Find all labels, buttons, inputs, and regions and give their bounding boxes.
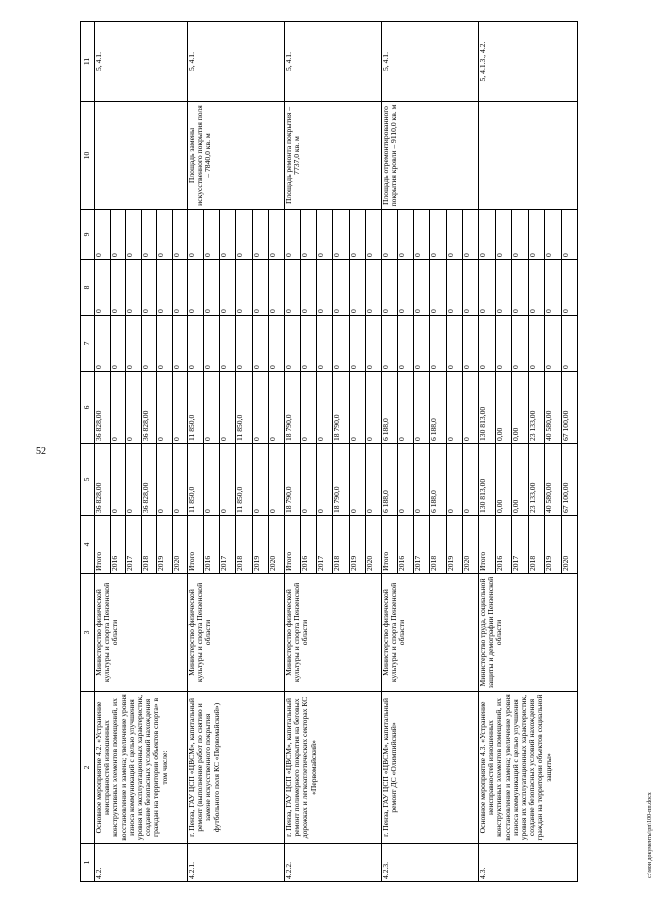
value-cell: 0 bbox=[301, 316, 317, 372]
table-row bbox=[285, 22, 301, 882]
indicator-cell: Площадь замены искусственного покрытия поля – 7840,0 кв. м bbox=[188, 102, 285, 210]
value-cell: 0 bbox=[236, 260, 252, 316]
value-cell: 0 bbox=[512, 260, 529, 316]
value-cell: 0 bbox=[285, 260, 301, 316]
value-cell: 0 bbox=[398, 316, 414, 372]
value-cell: 0 bbox=[268, 260, 284, 316]
value-cell: 0 bbox=[188, 316, 204, 372]
value-cell: 0 bbox=[157, 444, 173, 516]
year-cell: 2016 bbox=[110, 516, 126, 574]
value-cell: 0 bbox=[414, 444, 430, 516]
value-cell: 0 bbox=[545, 260, 562, 316]
value-cell: 0 bbox=[172, 372, 188, 444]
value-cell: 0 bbox=[462, 372, 478, 444]
value-cell: 0 bbox=[220, 316, 236, 372]
value-cell: 23 133,00 bbox=[528, 444, 545, 516]
value-cell: 0 bbox=[446, 260, 462, 316]
value-cell: 0 bbox=[528, 210, 545, 260]
value-cell: 0 bbox=[430, 316, 446, 372]
year-cell: 2016 bbox=[398, 516, 414, 574]
value-cell: 0 bbox=[398, 444, 414, 516]
value-cell: 0 bbox=[126, 260, 142, 316]
value-cell: 67 100,00 bbox=[561, 372, 578, 444]
value-cell: 0 bbox=[414, 372, 430, 444]
value-cell: 0 bbox=[365, 444, 381, 516]
executor-cell: Министерство физической культуры и спорта Пензенской области bbox=[285, 574, 382, 692]
year-cell: 2020 bbox=[268, 516, 284, 574]
value-cell: 0 bbox=[141, 210, 157, 260]
program-table bbox=[80, 21, 578, 882]
value-cell: 0 bbox=[110, 210, 126, 260]
value-cell: 0 bbox=[317, 260, 333, 316]
file-path-footer: c:\мои документы\рп\100-пп.docx bbox=[647, 792, 653, 878]
value-cell: 0 bbox=[126, 444, 142, 516]
value-cell: 0 bbox=[365, 260, 381, 316]
value-cell: 0 bbox=[236, 210, 252, 260]
value-cell: 0 bbox=[220, 210, 236, 260]
value-cell: 0,00 bbox=[495, 372, 512, 444]
value-cell: 0 bbox=[398, 260, 414, 316]
value-cell: 0 bbox=[252, 260, 268, 316]
table-row bbox=[95, 22, 111, 882]
reference-cell: 5, 4.1. bbox=[285, 22, 382, 102]
indicator-cell: Площадь ремонта покрытия – 7737,0 кв. м bbox=[285, 102, 382, 210]
value-cell: 67 100,00 bbox=[561, 444, 578, 516]
value-cell: 6 188,0 bbox=[430, 372, 446, 444]
value-cell: 0 bbox=[236, 316, 252, 372]
value-cell: 0 bbox=[252, 444, 268, 516]
value-cell: 0 bbox=[301, 260, 317, 316]
value-cell: 0 bbox=[301, 372, 317, 444]
value-cell: 0,00 bbox=[512, 372, 529, 444]
value-cell: 0 bbox=[95, 260, 111, 316]
year-cell: 2020 bbox=[365, 516, 381, 574]
value-cell: 6 188,0 bbox=[382, 444, 398, 516]
measure-name-cell: г. Пенза, ГАУ ЦСП «ЦВСМ», капитальный ремонт полимерного покрытия на беговых дорожках и легкоатлетических секторах КС «Первомайский» bbox=[285, 692, 382, 844]
measure-name-cell: Основное мероприятие 4.3. «Устранение неисправностей изношенных конструктивных элементов помещений, их восстановление и замена; увеличение уровня износа коммуникаций с целью улучшения уровня их эксплуатационных характеристик, создание безопасных условий нахождения граждан на территории объектов социальной защиты» bbox=[479, 692, 578, 844]
year-cell: 2017 bbox=[317, 516, 333, 574]
year-cell: 2019 bbox=[545, 516, 562, 574]
value-cell: 0 bbox=[268, 316, 284, 372]
value-cell: 0 bbox=[110, 444, 126, 516]
year-cell: Итого bbox=[95, 516, 111, 574]
value-cell: 0 bbox=[495, 316, 512, 372]
value-cell: 0 bbox=[382, 260, 398, 316]
header-cell: 7 bbox=[81, 316, 95, 372]
value-cell: 6 188,0 bbox=[430, 444, 446, 516]
table-row bbox=[188, 22, 204, 882]
indicator-cell: Площадь отремонтированного покрытия кровли – 9110,0 кв. м bbox=[382, 102, 479, 210]
year-cell: Итого bbox=[285, 516, 301, 574]
value-cell: 0 bbox=[430, 260, 446, 316]
value-cell: 11 850,0 bbox=[236, 372, 252, 444]
year-cell: 2017 bbox=[126, 516, 142, 574]
value-cell: 0 bbox=[479, 260, 496, 316]
value-cell: 0 bbox=[268, 210, 284, 260]
value-cell: 0 bbox=[561, 260, 578, 316]
value-cell: 0 bbox=[110, 372, 126, 444]
year-cell: 2020 bbox=[462, 516, 478, 574]
value-cell: 18 790,0 bbox=[285, 444, 301, 516]
value-cell: 0 bbox=[414, 260, 430, 316]
value-cell: 0 bbox=[512, 316, 529, 372]
value-cell: 0 bbox=[252, 316, 268, 372]
value-cell: 0 bbox=[462, 316, 478, 372]
value-cell: 36 828,00 bbox=[141, 372, 157, 444]
value-cell: 0 bbox=[268, 444, 284, 516]
year-cell: Итого bbox=[188, 516, 204, 574]
year-cell: 2020 bbox=[561, 516, 578, 574]
value-cell: 0 bbox=[285, 210, 301, 260]
value-cell: 0 bbox=[333, 260, 349, 316]
reference-cell: 5, 4.1. bbox=[188, 22, 285, 102]
executor-cell: Министерство физической культуры и спорта Пензенской области bbox=[188, 574, 285, 692]
year-cell: 2019 bbox=[252, 516, 268, 574]
value-cell: 0 bbox=[220, 444, 236, 516]
value-cell: 18 790,0 bbox=[285, 372, 301, 444]
value-cell: 0 bbox=[349, 260, 365, 316]
value-cell: 0 bbox=[126, 210, 142, 260]
year-cell: 2020 bbox=[172, 516, 188, 574]
value-cell: 0 bbox=[141, 316, 157, 372]
value-cell: 0 bbox=[495, 260, 512, 316]
value-cell: 0 bbox=[301, 444, 317, 516]
value-cell: 0 bbox=[349, 372, 365, 444]
value-cell: 0 bbox=[285, 316, 301, 372]
value-cell: 0 bbox=[220, 372, 236, 444]
executor-cell: Министерство физической культуры и спорта Пензенской области bbox=[95, 574, 188, 692]
measure-name-cell: г. Пенза, ГАУ ЦСП «ЦВСМ», капитальный ремонт ДС «Олимпийский» bbox=[382, 692, 479, 844]
header-cell: 6 bbox=[81, 372, 95, 444]
year-cell: 2018 bbox=[430, 516, 446, 574]
year-cell: 2018 bbox=[528, 516, 545, 574]
value-cell: 0 bbox=[446, 372, 462, 444]
value-cell: 0 bbox=[268, 372, 284, 444]
value-cell: 0 bbox=[545, 210, 562, 260]
value-cell: 6 188,0 bbox=[382, 372, 398, 444]
value-cell: 0 bbox=[365, 316, 381, 372]
value-cell: 0 bbox=[528, 260, 545, 316]
value-cell: 0 bbox=[446, 210, 462, 260]
value-cell: 0 bbox=[528, 316, 545, 372]
value-cell: 0 bbox=[398, 210, 414, 260]
value-cell: 0 bbox=[479, 316, 496, 372]
value-cell: 0 bbox=[414, 316, 430, 372]
year-cell: 2017 bbox=[220, 516, 236, 574]
value-cell: 40 580,00 bbox=[545, 372, 562, 444]
value-cell: 11 850,0 bbox=[188, 372, 204, 444]
value-cell: 0 bbox=[382, 210, 398, 260]
value-cell: 0 bbox=[110, 316, 126, 372]
value-cell: 0 bbox=[317, 444, 333, 516]
year-cell: 2017 bbox=[512, 516, 529, 574]
value-cell: 0 bbox=[172, 316, 188, 372]
year-cell: 2017 bbox=[414, 516, 430, 574]
value-cell: 0 bbox=[317, 316, 333, 372]
value-cell: 0 bbox=[512, 210, 529, 260]
value-cell: 36 828,00 bbox=[141, 444, 157, 516]
indicator-cell bbox=[479, 102, 578, 210]
value-cell: 0 bbox=[333, 210, 349, 260]
value-cell: 0 bbox=[317, 372, 333, 444]
value-cell: 0 bbox=[561, 210, 578, 260]
value-cell: 18 790,0 bbox=[333, 444, 349, 516]
value-cell: 0 bbox=[462, 444, 478, 516]
value-cell: 18 790,0 bbox=[333, 372, 349, 444]
value-cell: 36 828,00 bbox=[95, 372, 111, 444]
value-cell: 0 bbox=[188, 210, 204, 260]
value-cell: 130 813,00 bbox=[479, 444, 496, 516]
year-cell: 2019 bbox=[157, 516, 173, 574]
header-cell: 1 bbox=[81, 844, 95, 882]
header-row bbox=[81, 22, 95, 882]
table-row bbox=[382, 22, 398, 882]
row-number-cell: 4.2.2. bbox=[285, 844, 382, 882]
table-body bbox=[95, 22, 578, 882]
value-cell: 0 bbox=[365, 210, 381, 260]
value-cell: 0 bbox=[172, 260, 188, 316]
value-cell: 0 bbox=[333, 316, 349, 372]
value-cell: 40 580,00 bbox=[545, 444, 562, 516]
value-cell: 0 bbox=[349, 210, 365, 260]
year-cell: Итого bbox=[479, 516, 496, 574]
header-cell: 8 bbox=[81, 260, 95, 316]
value-cell: 0 bbox=[317, 210, 333, 260]
value-cell: 0 bbox=[157, 260, 173, 316]
value-cell: 0 bbox=[349, 444, 365, 516]
value-cell: 0 bbox=[462, 210, 478, 260]
indicator-cell bbox=[95, 102, 188, 210]
value-cell: 0 bbox=[462, 260, 478, 316]
year-cell: Итого bbox=[382, 516, 398, 574]
value-cell: 0 bbox=[172, 444, 188, 516]
row-number-cell: 4.2.1. bbox=[188, 844, 285, 882]
header-cell: 10 bbox=[81, 102, 95, 210]
value-cell: 0 bbox=[95, 210, 111, 260]
header-cell: 9 bbox=[81, 210, 95, 260]
header-cell: 2 bbox=[81, 692, 95, 844]
value-cell: 0 bbox=[204, 210, 220, 260]
value-cell: 0 bbox=[220, 260, 236, 316]
reference-cell: 5, 4.1.3., 4.2. bbox=[479, 22, 578, 102]
value-cell: 0 bbox=[349, 316, 365, 372]
executor-cell: Министерство труда, социальной защиты и демографии Пензенской области bbox=[479, 574, 578, 692]
year-cell: 2016 bbox=[495, 516, 512, 574]
value-cell: 0 bbox=[365, 372, 381, 444]
value-cell: 0,00 bbox=[495, 444, 512, 516]
value-cell: 130 813,00 bbox=[479, 372, 496, 444]
value-cell: 0 bbox=[495, 210, 512, 260]
year-cell: 2016 bbox=[301, 516, 317, 574]
row-number-cell: 4.2.3. bbox=[382, 844, 479, 882]
value-cell: 0 bbox=[157, 372, 173, 444]
value-cell: 23 133,00 bbox=[528, 372, 545, 444]
value-cell: 0 bbox=[446, 316, 462, 372]
value-cell: 0 bbox=[126, 316, 142, 372]
value-cell: 0 bbox=[382, 316, 398, 372]
value-cell: 0 bbox=[204, 444, 220, 516]
value-cell: 0 bbox=[252, 372, 268, 444]
header-cell: 3 bbox=[81, 574, 95, 692]
row-number-cell: 4.2. bbox=[95, 844, 188, 882]
year-cell: 2018 bbox=[236, 516, 252, 574]
measure-name-cell: Основное мероприятие 4.2. «Устранение неисправностей изношенных конструктивных элементов помещений, их восстановление и замена; увеличение уровня износа коммуникаций с целью улучшения уровня их эксплуатационных характеристик, создание безопасных условий нахождения граждан на территории объектов спорта» в том числе: bbox=[95, 692, 188, 844]
value-cell: 11 850,0 bbox=[236, 444, 252, 516]
year-cell: 2018 bbox=[141, 516, 157, 574]
value-cell: 0 bbox=[414, 210, 430, 260]
table-row bbox=[479, 22, 496, 882]
value-cell: 0 bbox=[157, 316, 173, 372]
value-cell: 0 bbox=[430, 210, 446, 260]
value-cell: 36 828,00 bbox=[95, 444, 111, 516]
reference-cell: 5, 4.1. bbox=[95, 22, 188, 102]
value-cell: 0 bbox=[204, 316, 220, 372]
year-cell: 2019 bbox=[446, 516, 462, 574]
row-number-cell: 4.3. bbox=[479, 844, 578, 882]
value-cell: 0 bbox=[110, 260, 126, 316]
value-cell: 0 bbox=[157, 210, 173, 260]
year-cell: 2019 bbox=[349, 516, 365, 574]
value-cell: 0 bbox=[95, 316, 111, 372]
value-cell: 0 bbox=[446, 444, 462, 516]
value-cell: 0 bbox=[126, 372, 142, 444]
rotated-page bbox=[80, 22, 653, 882]
reference-cell: 5, 4.1. bbox=[382, 22, 479, 102]
page-number: 52 bbox=[36, 446, 46, 457]
executor-cell: Министерство физической культуры и спорта Пензенской области bbox=[382, 574, 479, 692]
year-cell: 2016 bbox=[204, 516, 220, 574]
value-cell: 0 bbox=[204, 260, 220, 316]
value-cell: 11 850,0 bbox=[188, 444, 204, 516]
value-cell: 0 bbox=[204, 372, 220, 444]
value-cell: 0 bbox=[172, 210, 188, 260]
year-cell: 2018 bbox=[333, 516, 349, 574]
measure-name-cell: г. Пенза, ГАУ ЦСП «ЦВСМ», капитальный ремонт (выполнение работ по снятию и замене искусственного покрытия футбольного поля КС «Первомайский») bbox=[188, 692, 285, 844]
value-cell: 0 bbox=[398, 372, 414, 444]
value-cell: 0,00 bbox=[512, 444, 529, 516]
value-cell: 0 bbox=[188, 260, 204, 316]
value-cell: 0 bbox=[301, 210, 317, 260]
value-cell: 0 bbox=[479, 210, 496, 260]
value-cell: 0 bbox=[141, 260, 157, 316]
header-cell: 4 bbox=[81, 516, 95, 574]
header-cell: 5 bbox=[81, 444, 95, 516]
header-cell: 11 bbox=[81, 22, 95, 102]
value-cell: 0 bbox=[545, 316, 562, 372]
value-cell: 0 bbox=[561, 316, 578, 372]
value-cell: 0 bbox=[252, 210, 268, 260]
